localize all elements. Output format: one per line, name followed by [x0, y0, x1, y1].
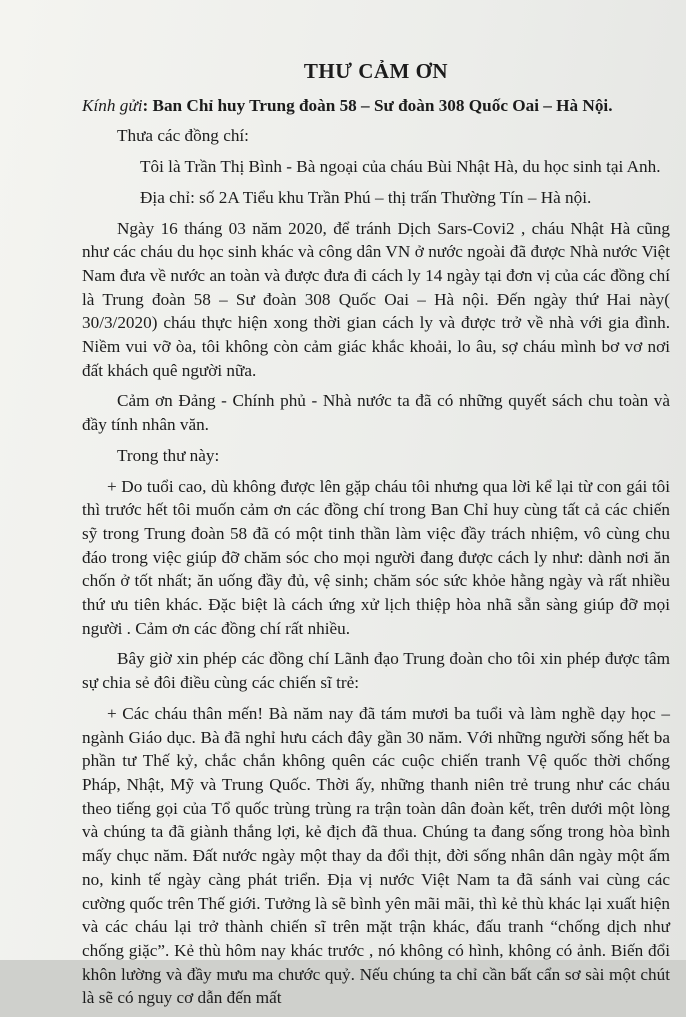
- paragraph-in-this-letter: Trong thư này:: [117, 445, 220, 465]
- sender-intro: Tôi là Trần Thị Bình - Bà ngoại của cháu Bùi Nhật Hà, du học sinh tại Anh.: [140, 157, 661, 177]
- letter-title: THƯ CẢM ƠN: [303, 59, 449, 83]
- paragraph-quarantine: Ngày 16 tháng 03 năm 2020, để tránh Dịch Sars-Covi2 , cháu Nhật Hà cũng như các cháu du học sinh khác và công dân VN ở nước ngoài đã được Nhà nước Việt Nam đưa về nước an toàn và được đưa đi cách ly 14 ngày tại đơn vị của các đồng chí là Trung đoàn 58 – Sư đoàn 308 Quốc Oai – Hà nội. Đến ngày thứ Hai này( 30/3/2020) cháu thực hiện xong thời gian cách ly và được trở về nhà với gia đình. Niềm vui vỡ òa, tôi không còn cảm giác khắc khoải, lo âu, sợ cháu mình bơ vơ nơi đất khách quê người nữa.: [82, 218, 670, 380]
- paragraph-thanks-regiment: + Do tuổi cao, dù không được lên gặp cháu tôi nhưng qua lời kể lại từ con gái tôi thì trước hết tôi muốn cảm ơn các đồng chí trong Ban Chỉ huy cùng tất cả các chiến sỹ trong Trung đoàn 58 đã có một tinh thần làm việc đầy trách nhiệm, vô cùng chu đáo trong việc giúp đỡ chăm sóc cho mọi người đang được cách ly như: dành nơi ăn chốn ở tốt nhất; ăn uống đầy đủ, vệ sinh; chăm sóc sức khỏe hằng ngày và rất nhiều thứ ưu tiên khác. Đặc biệt là cách ứng xử lịch thiệp hòa nhã sẵn sàng giúp đỡ mọi người . Cảm ơn các đồng chí rất nhiều.: [82, 476, 670, 638]
- paragraph-message-soldiers: + Các cháu thân mến! Bà năm nay đã tám mươi ba tuổi và làm nghề dạy học – ngành Giáo dục. Bà đã nghỉ hưu cách đây gần 30 năm. Với những người sống hết ba phần tư Thế kỷ, chắc chắn không quên các cuộc chiến tranh Vệ quốc thời chống Pháp, Nhật, Mỹ và Trung Quốc. Thời ấy, những thanh niên trẻ trung như các cháu theo tiếng gọi của Tổ quốc trùng trùng ra trận toàn dân đoàn kết, trên dưới một lòng và chúng ta đã giành thắng lợi, kẻ địch đã thua. Chúng ta đang sống trong hòa bình mấy chục năm. Đất nước ngày một thay da đổi thịt, đời sống nhân dân ngày một ấm no, kinh tế ngày càng phát triển. Địa vị nước Việt Nam ta đã sánh vai cùng các cường quốc trên Thế giới. Tưởng là sẽ bình yên mãi mãi, thì kẻ thù khác lại xuất hiện và các cháu lại trở thành chiến sĩ trên mặt trận khác, đấu tranh “chống dịch như chống giặc”. Kẻ thù hôm nay khác trước , nó không có hình, không có ảnh. Biến đổi khôn lường và đầy mưu ma chước quỷ. Nếu chúng ta chỉ cần bất cẩn sơ sài một chút là sẽ có nguy cơ dẫn đến mất: [82, 703, 670, 1008]
- paragraph-thanks-government: Cảm ơn Đảng - Chính phủ - Nhà nước ta đã có những quyết sách chu toàn và đầy tính nhân văn.: [82, 391, 670, 435]
- greeting-recipient: : Ban Chỉ huy Trung đoàn 58 – Sư đoàn 308 Quốc Oai – Hà Nội.: [142, 95, 613, 115]
- paragraph-request-share: Bây giờ xin phép các đồng chí Lãnh đạo Trung đoàn cho tôi xin phép được tâm sự chia sẻ đôi điều cùng các chiến sĩ trẻ:: [82, 649, 670, 693]
- letter-greeting: [82, 94, 670, 118]
- salutation: Thưa các đồng chí:: [117, 126, 249, 146]
- greeting-label: Kính gửi: [82, 95, 143, 115]
- letter-body: [82, 60, 670, 1017]
- sender-address: Địa chỉ: số 2A Tiểu khu Trần Phú – thị trấn Thường Tín – Hà nội.: [140, 187, 592, 207]
